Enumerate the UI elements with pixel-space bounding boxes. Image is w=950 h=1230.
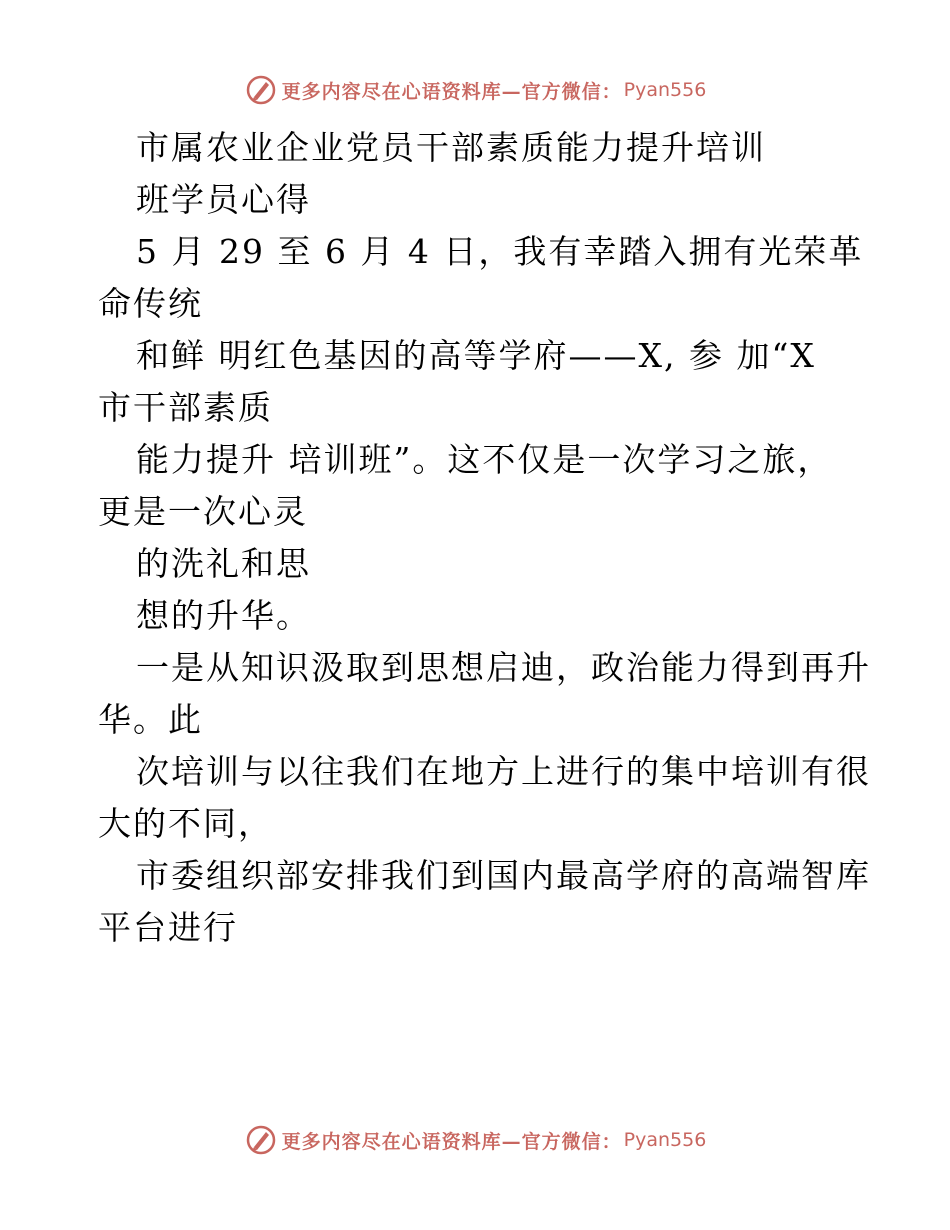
document-line: 华。此 [98, 700, 203, 739]
document-line: 市委组织部安排我们到国内最高学府的高端智库 [136, 856, 871, 895]
document-line: 市干部素质 [98, 388, 273, 427]
watermark-text: 更多内容尽在心语资料库—官方微信： [281, 1130, 622, 1153]
document-line: 和鲜 明红色基因的高等学府——X, 参 加“X [136, 336, 816, 375]
document-line: 更是一次心灵 [98, 492, 308, 531]
document-line: 一是从知识汲取到思想启迪，政治能力得到再升 [136, 648, 871, 687]
watermark-wechat-id: Pyan556 [623, 79, 707, 101]
document-line: 的洗礼和思 [136, 544, 311, 583]
document-line: 大的不同， [98, 804, 273, 843]
watermark-footer [0, 1120, 950, 1160]
document-line: 5 月 29 至 6 月 4 日，我有幸踏入拥有光荣革 [136, 232, 864, 271]
document-line: 平台进行 [98, 908, 238, 947]
document-line: 次培训与以往我们在地方上进行的集中培训有很 [136, 752, 871, 791]
pen-logo-icon [244, 1123, 278, 1157]
watermark-header [0, 70, 950, 110]
watermark-text: 更多内容尽在心语资料库—官方微信： [281, 80, 622, 103]
pen-logo-icon [244, 73, 278, 107]
document-body [98, 122, 871, 954]
document-line: 能力提升 培训班”。这不仅是一次学习之旅， [136, 440, 833, 479]
document-line: 命传统 [98, 284, 203, 323]
document-line: 想的升华。 [136, 596, 311, 635]
document-line: 班学员心得 [136, 180, 311, 219]
document-line: 市属农业企业党员干部素质能力提升培训 [136, 128, 766, 167]
watermark-wechat-id: Pyan556 [623, 1129, 707, 1151]
